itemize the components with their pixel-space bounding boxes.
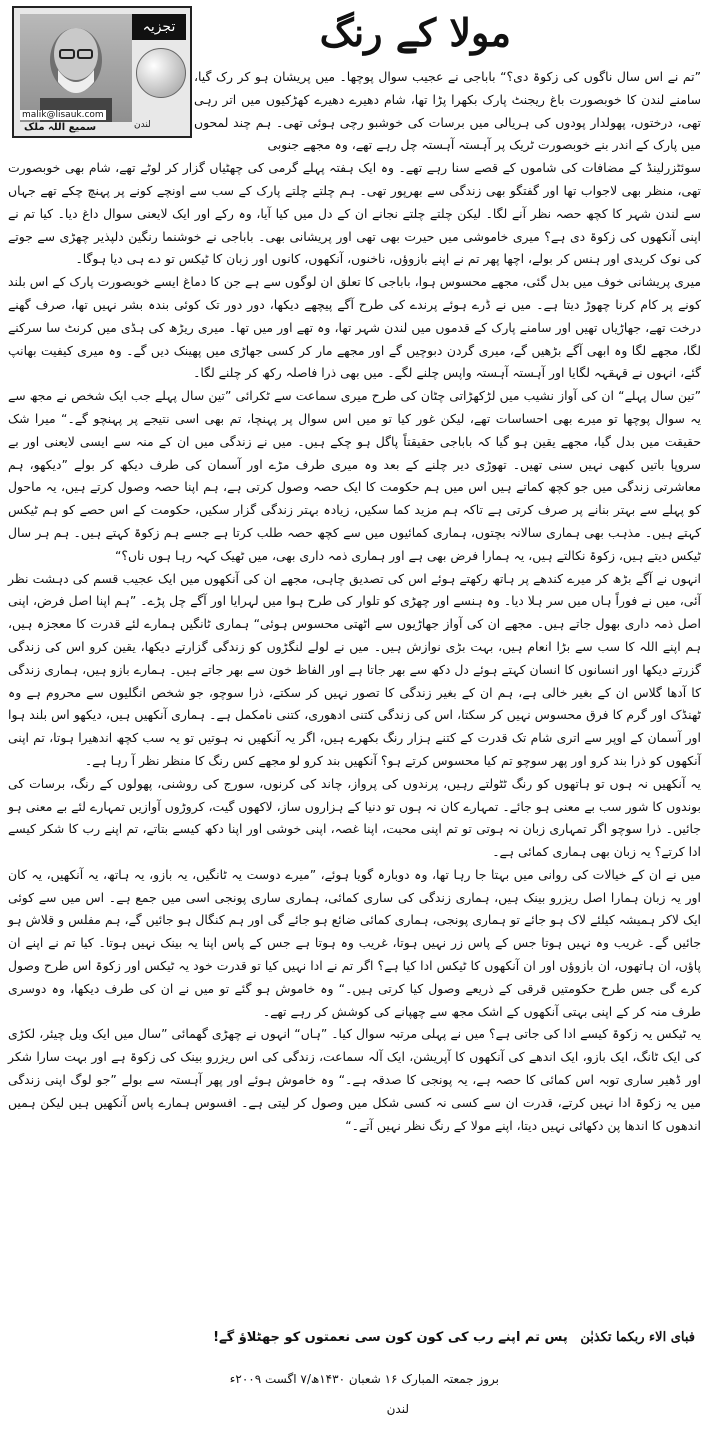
author-email: malik@lisauk.com — [22, 110, 104, 120]
closing-urdu: پس تم اپنے رب کی کون کون سی نعمتوں کو جھٹلاؤ گے! — [213, 1330, 568, 1345]
closing-verse — [213, 1330, 695, 1345]
paragraph: یہ آنکھیں نہ ہوں تو ہاتھوں کو رنگ ٹٹولتے رہیں، پرندوں کی پرواز، چاند کی کرنوں، سورج کی روشنی، پھولوں کے رنگ، برسات کی بوندوں کا شور سب بے معنی ہو جائے۔ تمہارے کان نہ ہوں تو دنیا کے ہزاروں ساز، لاکھوں گیت، کروڑوں آوازیں تمہارے لئے بے معنی ہو جائیں۔ ذرا سوچو اگر تمہاری زبان نہ ہوتی تو تم اپنی محبت، اپنا غصہ، اپنی خوشی اور اپنا دکھ کیسے بتاتے، تم اپنے رب کا شکر کیسے ادا کرتے؟ یہ زبان بھی ہماری کمائی ہے۔ — [8, 775, 701, 860]
closing-arabic: فبای الاء ربکما تکذبٰن — [580, 1330, 695, 1345]
paragraph: یہ ٹیکس یہ زکوۃ کیسے ادا کی جاتی ہے؟ میں نے پہلی مرتبہ سوال کیا۔ ”ہاں“ انہوں نے چھڑی گھمائی ”سال میں ایک ویل چیئر، لکڑی کی ایک ٹانگ، ایک بازو، ایک اندھے کی آنکھوں کا آپریشن، ایک آلہ سماعت، زندگی کی اس ریزرو بینک کی زکوۃ ہے اور بہت سارا شکر اور ڈھیر ساری توبہ اس کمائی کا حصہ ہے، یہ پونجی کا صدقہ ہے۔“ وہ خاموش ہوئے اور پھر آہستہ سے بولے ”جو لوگ اپنی زندگی میں یہ زکوۃ ادا نہیں کرتے، قدرت ان سے کسی نہ کسی شکل میں وصول کر لیتی ہے۔ افسوس ہمارے پاس آنکھیں ہیں لیکن ہمیں اندھوں کا اندھا پن دکھائی نہیں دیتا، اپنے مولا کے رنگ نظر نہیں آتے۔“ — [8, 1026, 701, 1133]
article-date: بروز جمعتہ المبارک ۱۶ شعبان ۱۴۳۰ھ/۷ اگست ۲۰۰۹ء — [229, 1372, 499, 1386]
paragraph: ”تم نے اس سال ناگوں کی زکوۃ دی؟“ باباجی نے عجیب سوال پوچھا۔ میں پریشان ہو کر رک گیا، سامنے لندن کا خوبصورت باغ ریجنٹ پارک بکھرا پڑا تھا، شام دھیرے دھیرے کھڑکیوں میں اتر رہی تھی، درختوں، پھولدار پودوں کی ہریالی میں برسات کی خوشبو رچی ہوئی تھی۔ ہم چند لمحوں میں پارک کے اندر بنے خوبصورت ٹریک پر آہستہ آہستہ چل رہے تھے، وہ مجھے جنوبی — [194, 69, 701, 153]
paragraph: انہوں نے آگے بڑھ کر میرے کندھے پر ہاتھ رکھتے ہوئے اس کی تصدیق چاہی، مجھے ان کی آنکھوں میں ایک عجیب قسم کی دہشت نظر آئی، میں نے فوراً ہاں میں سر ہلا دیا۔ وہ ہنسے اور چھڑی کو تلوار کی طرح ہوا میں لہرایا اور آگے چل پڑے۔ ”ہم اپنا اصل فرض، اپنی اصل ذمہ داری بھول جاتے ہیں۔ مجھے ان کی آواز جھاڑیوں سے اٹھتی محسوس ہوئی“ ہماری ٹانگیں ہمارے لئے قدرت کا معجزہ ہیں، ہم اپنے اللہ کا سب سے بڑا انعام ہیں، بہت بڑی نوازش ہیں۔ میں نے لولے لنگڑوں کو زندگی گزارتے دیکھا، یقین کرو اس کی زندگی گزرتے دیکھا اور انسانوں کا انسان کہتے ہوئے دل دکھ سے بھر جاتا ہے اور الفاظ خون سے بھر جاتے ہیں۔ ہمارے بازو ہیں، ہماری زندگی کا آدھا گلاس ان کے بغیر خالی ہے، ہم ان کے بغیر زندگی کا تصور نہیں کر سکتے، ذرا سوچو، جو شخص انگلیوں سے محروم ہے وہ ٹھنڈک اور گرم کا فرق محسوس نہیں کر سکتا، اس کی زندگی کتنی ادھوری، کتنی نامکمل ہے۔ ہماری آنکھیں ہیں، دیکھو اس بلند ہوا اور آسمان کے اوپر سے اتری شام تک قدرت کے کتنے ہزار رنگ بکھرے ہیں، اگر یہ آنکھیں نہ ہوتیں تو یہ سب کچھ اندھیرا ہوتا، تم اپنی آنکھوں کو ذرا بند کرو اور پھر سوچو تم کیا محسوس کرتے ہو؟ آنکھیں بند کرو لو مجھے کس رنگ کا منظر نظر آ رہا ہے۔ — [8, 570, 701, 768]
paragraph: ”تین سال پہلے“ ان کی آواز نشیب میں لڑکھڑاتی چٹان کی طرح میری سماعت سے ٹکرائی ”تین سال پہلے جب ایک شخص نے مجھ سے یہ سوال پوچھا تو میرے بھی احساسات تھے، لیکن غور کیا تو میں اس سوال پر پہنچا، تم بھی اسی نتیجے پر پہنچو گے۔“ میرا شک حقیقت میں بدل گیا، مجھے یقین ہو گیا کہ باباجی حقیقتاً پاگل ہو چکے ہیں۔ میں نے زندگی میں ان کے منہ سے ایسی لایعنی اور بے سروپا باتیں کبھی نہیں سنی تھیں۔ تھوڑی دیر چلنے کے بعد وہ میری طرف مڑے اور آسمان کی طرف دیکھ کر بولے ”دیکھو، ہم معاشرتی زندگی میں جو کچھ کماتے ہیں اس میں ہم حکومت کا ایک حصہ وصول کرتی ہے، ہم اپنا حصہ وصول کرتے ہیں، یہ ماحول کو پہلے سے بہتر بنانے پر صرف کرتی ہے تاکہ ہم مزید کما سکیں، زیادہ بہتر زندگی گزار سکیں، حکومت کے اس حصے کو ہم ٹیکس کہتے ہیں۔ مذہب بھی ہماری سالانہ بچتوں، ہماری کمائیوں میں سے کچھ حصہ طلب کرتا ہے جسے ہم زکوۃ کہتے ہیں۔ ہم ہر سال ٹیکس دیتے ہیں، زکوۃ نکالتے ہیں، یہ ہمارا فرض بھی ہے اور ہماری ذمہ داری بھی، میں ٹھیک کہہ رہا ہوں ناں؟“ — [8, 388, 701, 563]
article-title: مولا کے رنگ — [319, 10, 511, 55]
column-label: تجزیہ — [132, 14, 186, 40]
article-body — [8, 66, 701, 1137]
paragraph: میری پریشانی خوف میں بدل گئی، مجھے محسوس ہوا، باباجی کا تعلق ان لوگوں سے ہے جن کا دماغ ایسے خوبصورت پارک کے اس بلند کونے پر کام کرنا چھوڑ دیتا ہے۔ میں نے ڈرے ہوئے پرندے کی طرح آگے پیچھے دیکھا، دور دور تک کوئی بندہ بشر نہیں تھا، صرف گھنے درخت تھے، جھاڑیاں تھیں اور سامنے پارک کے قدموں میں لندن شہر تھا، وہ تھے اور میں تھا۔ میری ریڑھ کی ہڈی میں کرنٹ سا سرکنے لگا، مجھے لگا وہ ابھی آگے بڑھیں گے، میری گردن دبوچیں گے اور مجھے مار کر کسی جھاڑی میں پھینک دیں گے۔ وہ میری کیفیت بھانپ گئے، انہوں نے قہقہہ لگایا اور آہستہ آہستہ واپس چلنے لگے۔ میں بھی ذرا فاصلہ رکھ کر چلنے لگا۔ — [8, 274, 701, 381]
author-name: سمیع اللہ ملک — [24, 122, 97, 133]
paragraph: میں نے ان کے خیالات کی روانی میں بہتا جا رہا تھا، وہ دوبارہ گویا ہوئے، ”میرے دوست یہ ٹانگیں، یہ بازو، یہ ہاتھ، یہ آنکھیں، یہ کان اور یہ زبان ہمارا اصل ریزرو بینک ہیں، ہماری زندگی کی ساری کمائی، ہماری ساری پونجی اسی میں جمع ہے۔ اس میں سے کوئی ایک لاکر ہمیشہ کیلئے لاک ہو جائے تو ہماری پونجی، ہماری کمائی ضائع ہو جائے گی اور ہم کنگال ہو جائیں گے، ہم مفلس و قلاش ہو جائیں گے۔ غریب وہ نہیں ہوتا جس کے پاس زر نہیں ہوتا، غریب وہ ہوتا ہے جس کے پاس اپنا یہ بینک نہیں ہوتا۔ کیا تم نے اپنے ان پاؤں، ان ہاتھوں، ان بازوؤں اور ان آنکھوں کا ٹیکس ادا کیا ہے؟ اگر تم نے ادا نہیں کیا تو قدرت خود یہ ٹیکس اور زکوۃ اس طرح وصول کرے گی جس طرح حکومتیں قرقی کے ذریعے وصول کیا کرتی ہیں۔“ وہ خاموش ہو گئے تو میں نے ان کی طرف دیکھا، وہ دوسری طرف منہ کر کے اپنی بہتی آنکھوں کے اشک مجھ سے چھپانے کی کوشش کر رہے تھے۔ — [8, 866, 701, 1019]
article-place: لندن — [386, 1402, 409, 1416]
publisher-label: لندن — [134, 120, 151, 130]
paragraph: سوئٹزرلینڈ کے مضافات کی شاموں کے قصے سنا رہے تھے۔ وہ ایک ہفتہ پہلے گرمی کی چھٹیاں گزار کر لوٹے تھے، شام بھی خوبصورت تھی، منظر بھی لاجواب تھا اور گفتگو بھی زندگی سے بھرپور تھی۔ ہم چلتے چلتے پارک کے سب سے اونچے کونے پر پہنچ چکے تھے جہاں سے لندن شہر کا کچھ حصہ نظر آنے لگا۔ لیکن چلتے چلتے نجانے ان کے دل میں کیا آیا، وہ رکے اور ایک لایعنی سوال داغ دیا۔ کیا تم نے اپنی آنکھوں کی زکوۃ دی ہے؟ میری خاموشی میں حیرت بھی تھی اور پریشانی بھی۔ باباجی نے خوشنما رنگین دلپذیر چھڑی سے جوتے کی نوک کریدی اور ہنس کر بولے، اچھا پھر تم نے اپنے بازوؤں، ناخنوں، آنکھوں، کانوں اور زبان کا ٹیکس تو دے ہی دیا ہوگا۔ — [8, 160, 701, 267]
